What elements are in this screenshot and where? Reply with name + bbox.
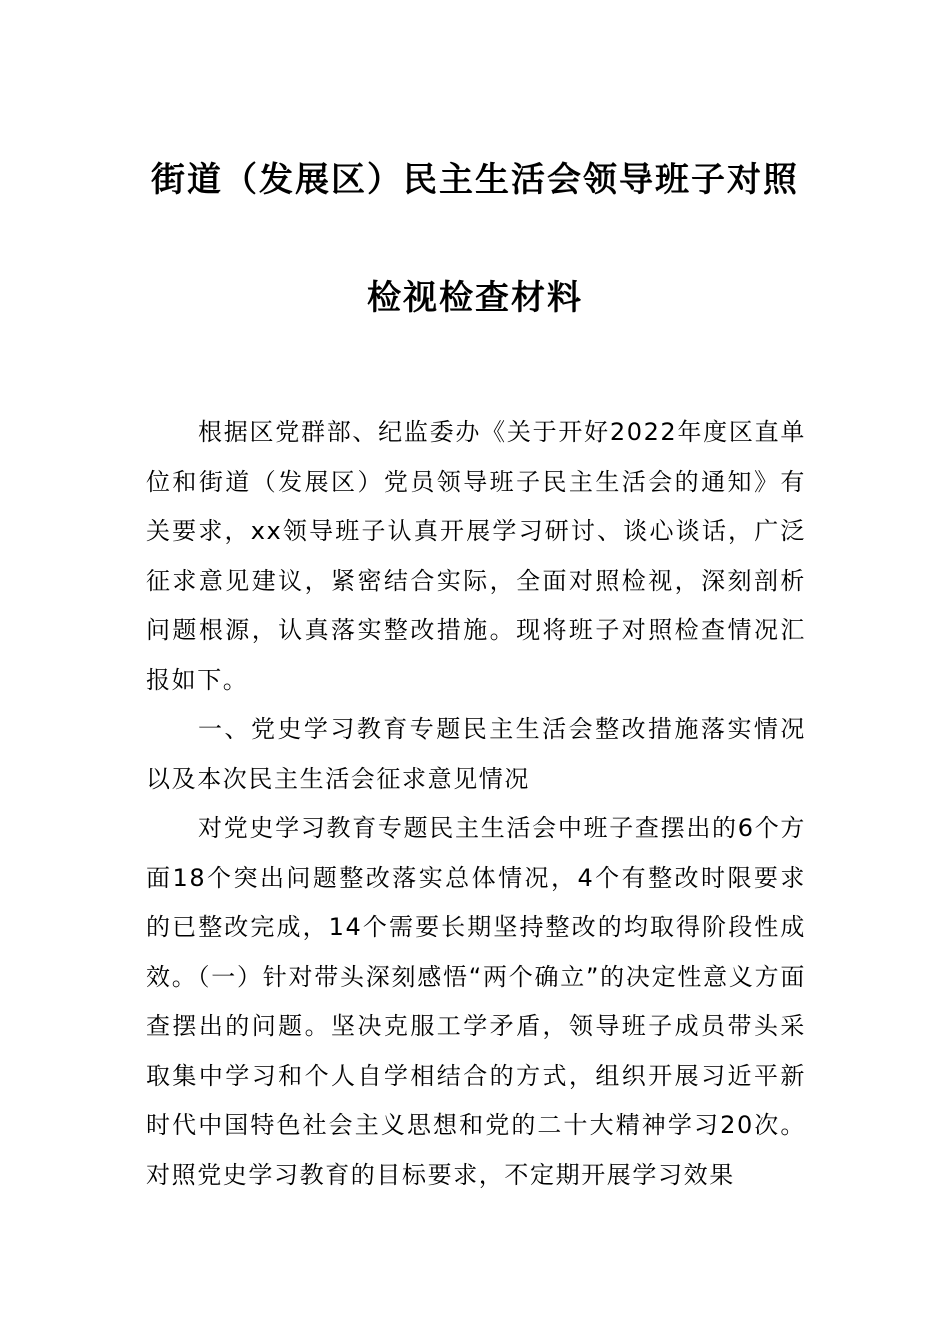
document-title-line-2: 检视检查材料 xyxy=(367,278,583,318)
section-heading-1: 一、党史学习教育专题民主生活会整改措施落实情况以及本次民主生活会征求意见情况 xyxy=(146,715,806,793)
paragraph-intro: 根据区党群部、纪监委办《关于开好2022年度区直单位和街道（发展区）党员领导班子民主生活会的通知》有关要求，xx领导班子认真开展学习研讨、谈心谈话，广泛征求意见建议，紧密结合实际，全面对照检视，深刻剖析问题根源，认真落实整改措施。现将班子对照检查情况汇报如下。 xyxy=(146,418,806,694)
document-title-line-1: 街道（发展区）民主生活会领导班子对照 xyxy=(151,160,799,200)
document-body xyxy=(146,408,806,1200)
paragraph-section-1: 对党史学习教育专题民主生活会中班子查摆出的6个方面18个突出问题整改落实总体情况，4个有整改时限要求的已整改完成，14个需要长期坚持整改的均取得阶段性成效。（一）针对带头深刻感悟“两个确立”的决定性意义方面查摆出的问题。坚决克服工学矛盾，领导班子成员带头采取集中学习和个人自学相结合的方式，组织开展习近平新时代中国特色社会主义思想和党的二十大精神学习20次。对照党史学习教育的目标要求，不定期开展学习效果 xyxy=(146,814,806,1189)
